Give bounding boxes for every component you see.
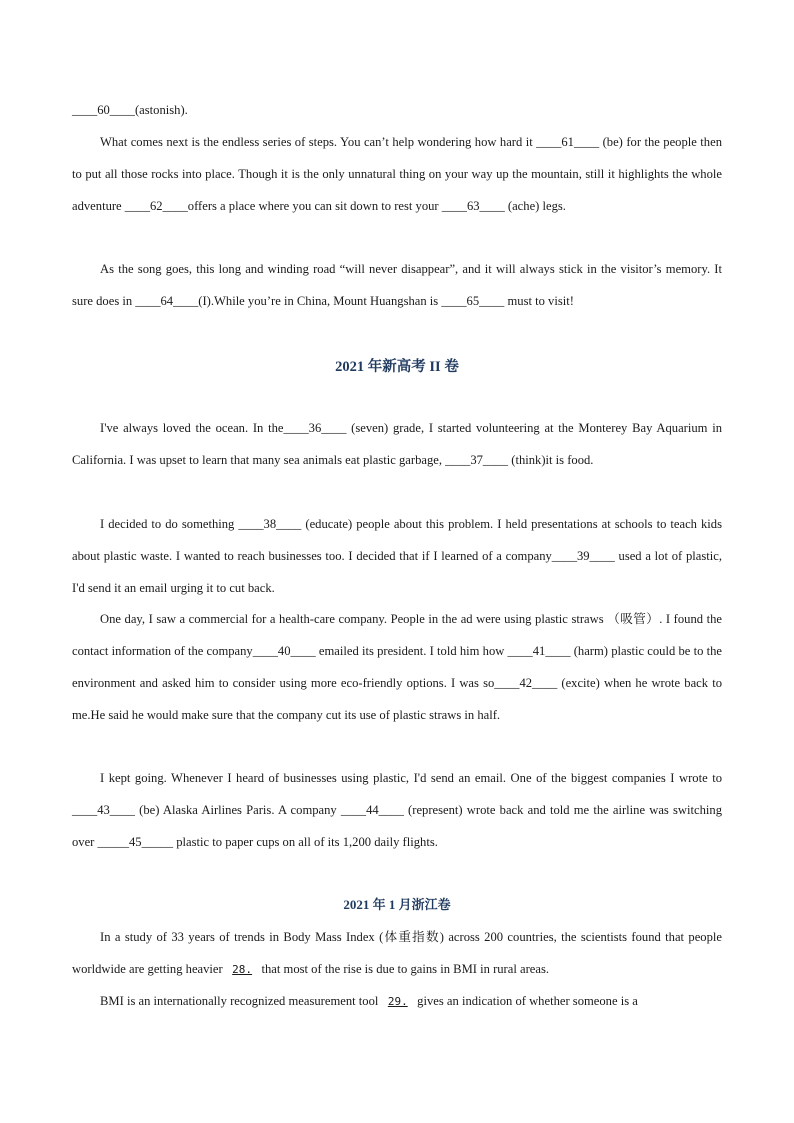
paragraph-blank-60: ____60____(astonish). xyxy=(72,103,188,117)
section-heading-2021-ii: 2021 年新高考 II 卷 xyxy=(335,359,459,375)
bmi-study-text-b: that most of the rise is due to gains in BMI in rural areas. xyxy=(261,962,549,976)
bmi-study-text-a: In a study of 33 years of trends in Body Mass Index (体重指数) across 200 countries, the scientists found that people worldwide are getting heavier xyxy=(72,930,722,976)
paragraph-steps: What comes next is the endless series of steps. You can’t help wondering how hard it ____61____ (be) for the people then to put all those rocks into place. Though it is the only unnatural thing on your way up the mountain, still it highlights the whole adventure ____62____offers a place where you can sit down to rest your ____63____ (ache) legs. xyxy=(72,135,722,213)
bmi-tool-text-b: gives an indication of whether someone is a xyxy=(417,994,638,1008)
bmi-tool-text-a: BMI is an internationally recognized measurement tool xyxy=(100,994,379,1008)
paragraph-educate: I decided to do something ____38____ (educate) people about this problem. I held presentations at schools to teach kids about plastic waste. I wanted to reach businesses too. I decided that if I learned of a company____39____ used a lot of plastic, I'd send it an email urging it to cut back. xyxy=(72,517,722,595)
paragraph-ocean: I've always loved the ocean. In the____36____ (seven) grade, I started volunteering at the Monterey Bay Aquarium in California. I was upset to learn that many sea animals eat plastic garbage, ____37____ (think)it is food. xyxy=(72,421,722,467)
blank-28: 28. xyxy=(232,963,253,976)
paragraph-commercial: One day, I saw a commercial for a health-care company. People in the ad were using plastic straws （吸管）. I found the contact information of the company____40____ emailed its president. I told him how ____41____ (harm) plastic could be to the environment and asked him to consider using more eco-friendly options. I was so____42____ (excite) when he wrote back to me.He said he would make sure that the company cut its use of plastic straws in half. xyxy=(72,612,722,722)
paragraph-kept-going: I kept going. Whenever I heard of businesses using plastic, I'd send an email. One of the biggest companies I wrote to ____43____ (be) Alaska Airlines Paris. A company ____44____ (represent) wrote back and told me the airline was switching over _____45_____ plastic to paper cups on all of its 1,200 daily flights. xyxy=(72,771,722,849)
section-heading-2021-jan: 2021 年 1 月浙江卷 xyxy=(343,897,451,912)
paragraph-song: As the song goes, this long and winding road “will never disappear”, and it will always stick in the visitor’s memory. It sure does in ____64____(I).While you’re in China, Mount Huangshan is ____65____ must to visit! xyxy=(72,262,722,308)
paragraph-bmi-study xyxy=(72,921,722,986)
paragraph-bmi-tool xyxy=(72,985,722,1018)
blank-29: 29. xyxy=(387,995,408,1008)
